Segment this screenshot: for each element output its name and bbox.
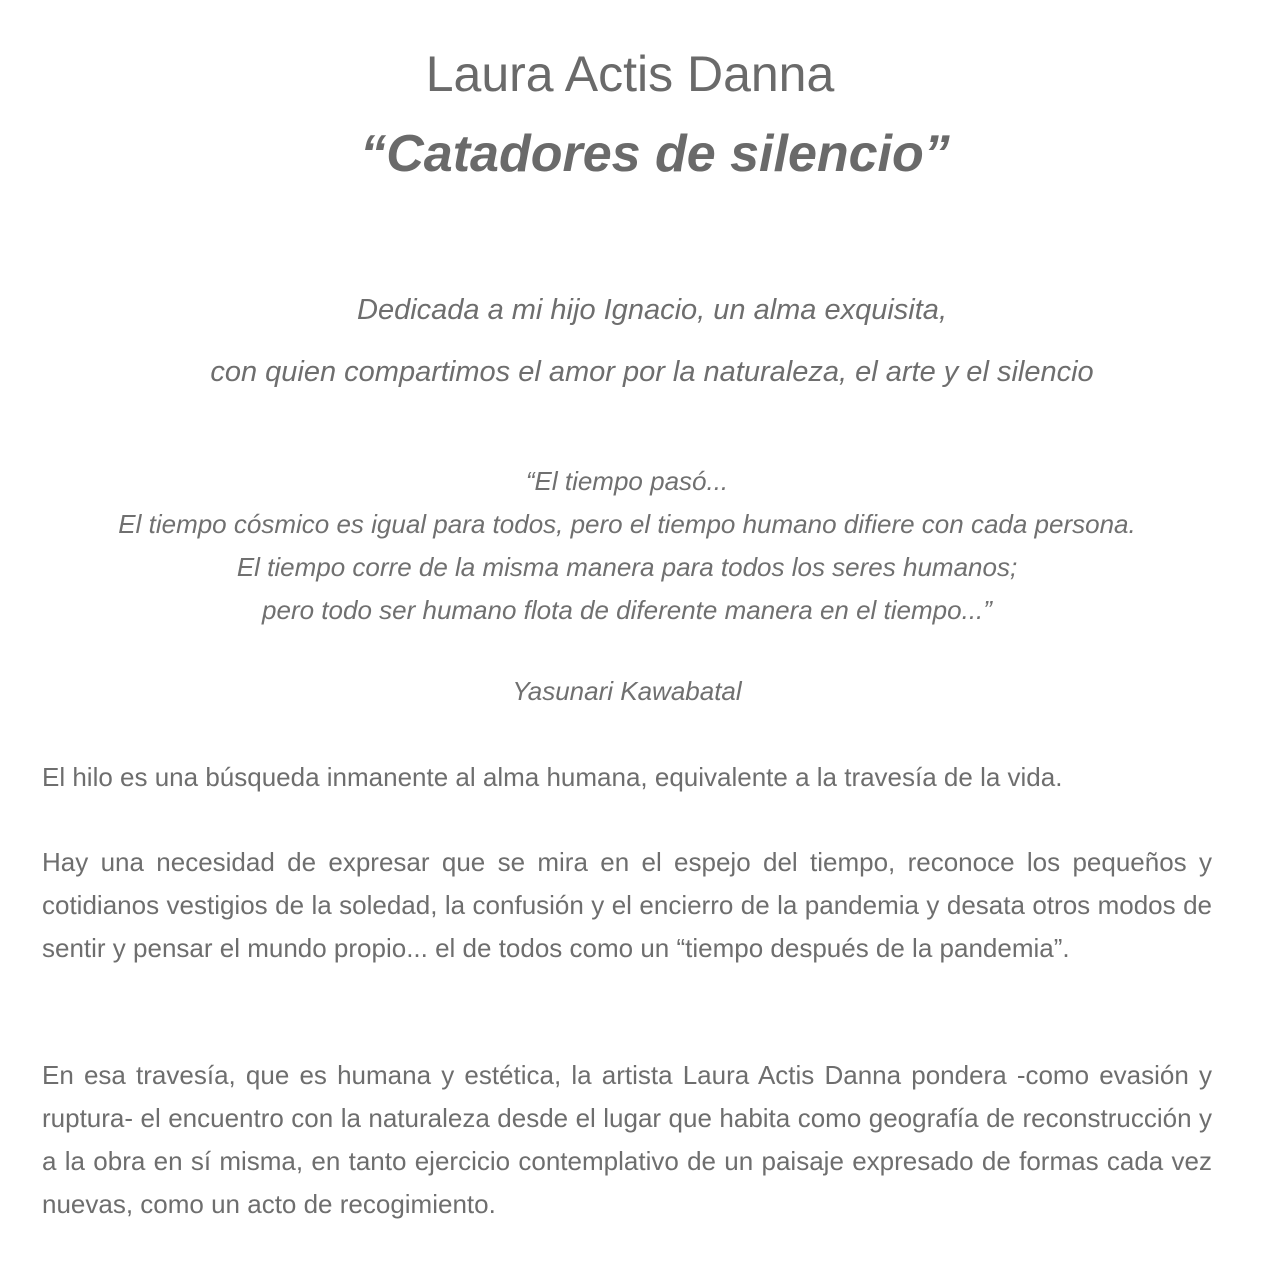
epigraph-line: “El tiempo pasó... [525, 466, 729, 496]
epigraph [0, 460, 1254, 632]
body-paragraph-3: En esa travesía, que es humana y estética, la artista Laura Actis Danna pondera -como evasión y ruptura- el encuentro con la naturaleza desde el lugar que habita como geografía de reconstrucción y a la obra en sí misma, en tanto ejercicio contemplativo de un paisaje expresado de formas cada vez nuevas, como un acto de recogimiento. [42, 1060, 1212, 1219]
dedication-line-2: con quien compartimos el amor por la naturaleza, el arte y el silencio [210, 356, 1094, 388]
body-paragraph-1: El hilo es una búsqueda inmanente al alma humana, equivalente a la travesía de la vida. [42, 762, 1063, 792]
body-paragraph-2: Hay una necesidad de expresar que se mira en el espejo del tiempo, reconoce los pequeños y cotidianos vestigios de la soledad, la confusión y el encierro de la pandemia y desata otros modos de sentir y pensar el mundo propio... el de todos como un “tiempo después de la pandemia”. [42, 847, 1212, 963]
author-name: Laura Actis Danna [425, 46, 835, 102]
exhibition-title: “Catadores de silencio” [360, 125, 950, 183]
epigraph-line: pero todo ser humano flota de diferente manera en el tiempo...” [262, 595, 992, 625]
dedication-line-1: Dedicada a mi hijo Ignacio, un alma exquisita, [357, 294, 947, 326]
epigraph-line: El tiempo corre de la misma manera para todos los seres humanos; [236, 552, 1018, 582]
epigraph-line: El tiempo cósmico es igual para todos, pero el tiempo humano difiere con cada persona. [118, 509, 1136, 539]
epigraph-author: Yasunari Kawabatal [512, 676, 742, 706]
